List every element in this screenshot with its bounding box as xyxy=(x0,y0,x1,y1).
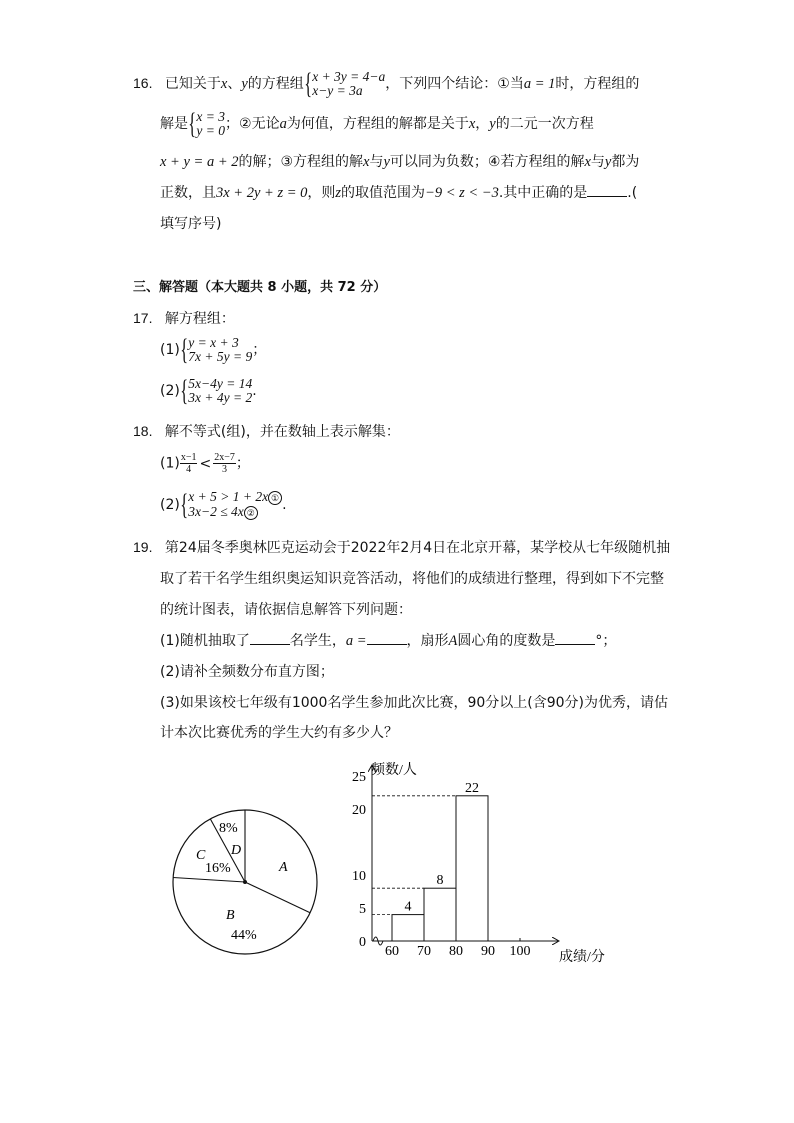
q16-answer-blank[interactable] xyxy=(587,184,627,197)
q19-sub3-line2: 计本次比赛优秀的学生大约有多少人？ xyxy=(160,725,398,741)
q17-prompt: 17. 解方程组： xyxy=(133,310,235,327)
pie-label-C: C xyxy=(196,848,206,863)
pie-center xyxy=(243,880,247,884)
q19-sub2: (2)请补全频数分布直方图； xyxy=(160,664,334,680)
bar-value-label: 22 xyxy=(465,780,479,796)
q19-line1: 19. 第24届冬季奥林匹克运动会于2022年2月4日在北京开幕，某学校从七年级随机抽 xyxy=(133,539,671,556)
pie-value-C: 16% xyxy=(205,861,231,876)
histogram-bar xyxy=(456,796,488,941)
q18-part2: (2) { x + 5 > 1 + 2x ① 3x−2 ≤ 4x ② . xyxy=(160,487,287,521)
y-tick-label: 20 xyxy=(352,803,366,818)
q18-part1: (1) $\frac{x-1}{4}$ < $\frac{2x-7}{3}$ ； xyxy=(160,452,250,475)
q16-line4: 正数，且3x + 2y + z = 0，则z的取值范围为−9 < z < −3.其中正确的是 .( xyxy=(160,185,638,201)
pie-value-B: 44% xyxy=(231,928,257,943)
pie-boundary-B-A xyxy=(245,882,310,913)
pie-label-D: D xyxy=(231,843,242,858)
histogram xyxy=(340,758,620,968)
x-tick-label: 80 xyxy=(449,944,463,959)
bar-value-label: 8 xyxy=(436,873,444,889)
pie-label-A: A xyxy=(279,860,288,875)
q19-sub1: (1)随机抽取了 名学生，a = ，扇形A圆心角的度数是 °； xyxy=(160,633,617,649)
q19-sub3-line1: (3)如果该校七年级有1000名学生参加此次比赛，90分以上(含90分)为优秀，请估 xyxy=(160,695,669,711)
pie-boundary-C-B xyxy=(173,878,245,883)
q19-line2: 取了若干名学生组织奥运知识竞答活动，将他们的成绩进行整理，得到如下不完整 xyxy=(160,571,664,587)
q16-line3: x + y = a + 2的解；③方程组的解x与y可以同为负数；④若方程组的解x与y都为 xyxy=(160,154,640,170)
q18-prompt: 18. 解不等式(组)，并在数轴上表示解集： xyxy=(133,423,400,440)
q16-solution-system: { x = 3 y = 0 xyxy=(188,107,226,140)
y-axis-label: 频数/人 xyxy=(371,763,417,778)
q19-blank-a[interactable] xyxy=(367,632,407,645)
x-axis-label: 成绩/分 xyxy=(559,950,605,965)
pie-label-B: B xyxy=(226,908,235,923)
histogram-bar xyxy=(392,915,424,941)
q17-part1: (1) { y = x + 3 7x + 5y = 9 ； xyxy=(160,333,267,366)
histogram-bar xyxy=(424,888,456,941)
y-tick-label: 0 xyxy=(359,935,366,950)
q17-part2: (2) { 5x−4y = 14 3x + 4y = 2 . xyxy=(160,374,257,407)
q16-number: 16. xyxy=(133,75,153,91)
q19-line3: 的统计图表，请依据信息解答下列问题： xyxy=(160,602,412,618)
q16-equation-system: { x + 3y = 4−a x−y = 3a xyxy=(304,67,386,100)
x-tick-label: 100 xyxy=(509,944,531,959)
q16-line1: 16. 已知关于x、y的方程组 { x + 3y = 4−a x−y = 3a ，下列四个结论：①当a = 1时，方程组的 xyxy=(133,67,640,100)
pie-value-D: 8% xyxy=(219,821,238,836)
section-title: 三、解答题（本大题共 8 小题，共 72 分） xyxy=(133,280,387,295)
q16-line5: 填写序号) xyxy=(160,216,222,232)
y-tick-label: 25 xyxy=(352,770,366,785)
q19-blank-angle[interactable] xyxy=(555,632,595,645)
q19-blank-count[interactable] xyxy=(250,632,290,645)
x-tick-label: 60 xyxy=(385,944,399,959)
pie-chart xyxy=(168,805,328,965)
y-tick-label: 5 xyxy=(359,902,366,917)
bar-value-label: 4 xyxy=(404,899,412,915)
y-tick-label: 10 xyxy=(352,869,366,884)
x-tick-label: 70 xyxy=(417,944,431,959)
x-tick-label: 90 xyxy=(481,944,495,959)
q16-line2: 解是 { x = 3 y = 0 ；②无论a为何值，方程组的解都是关于x，y的二元一次方程 xyxy=(160,107,594,140)
